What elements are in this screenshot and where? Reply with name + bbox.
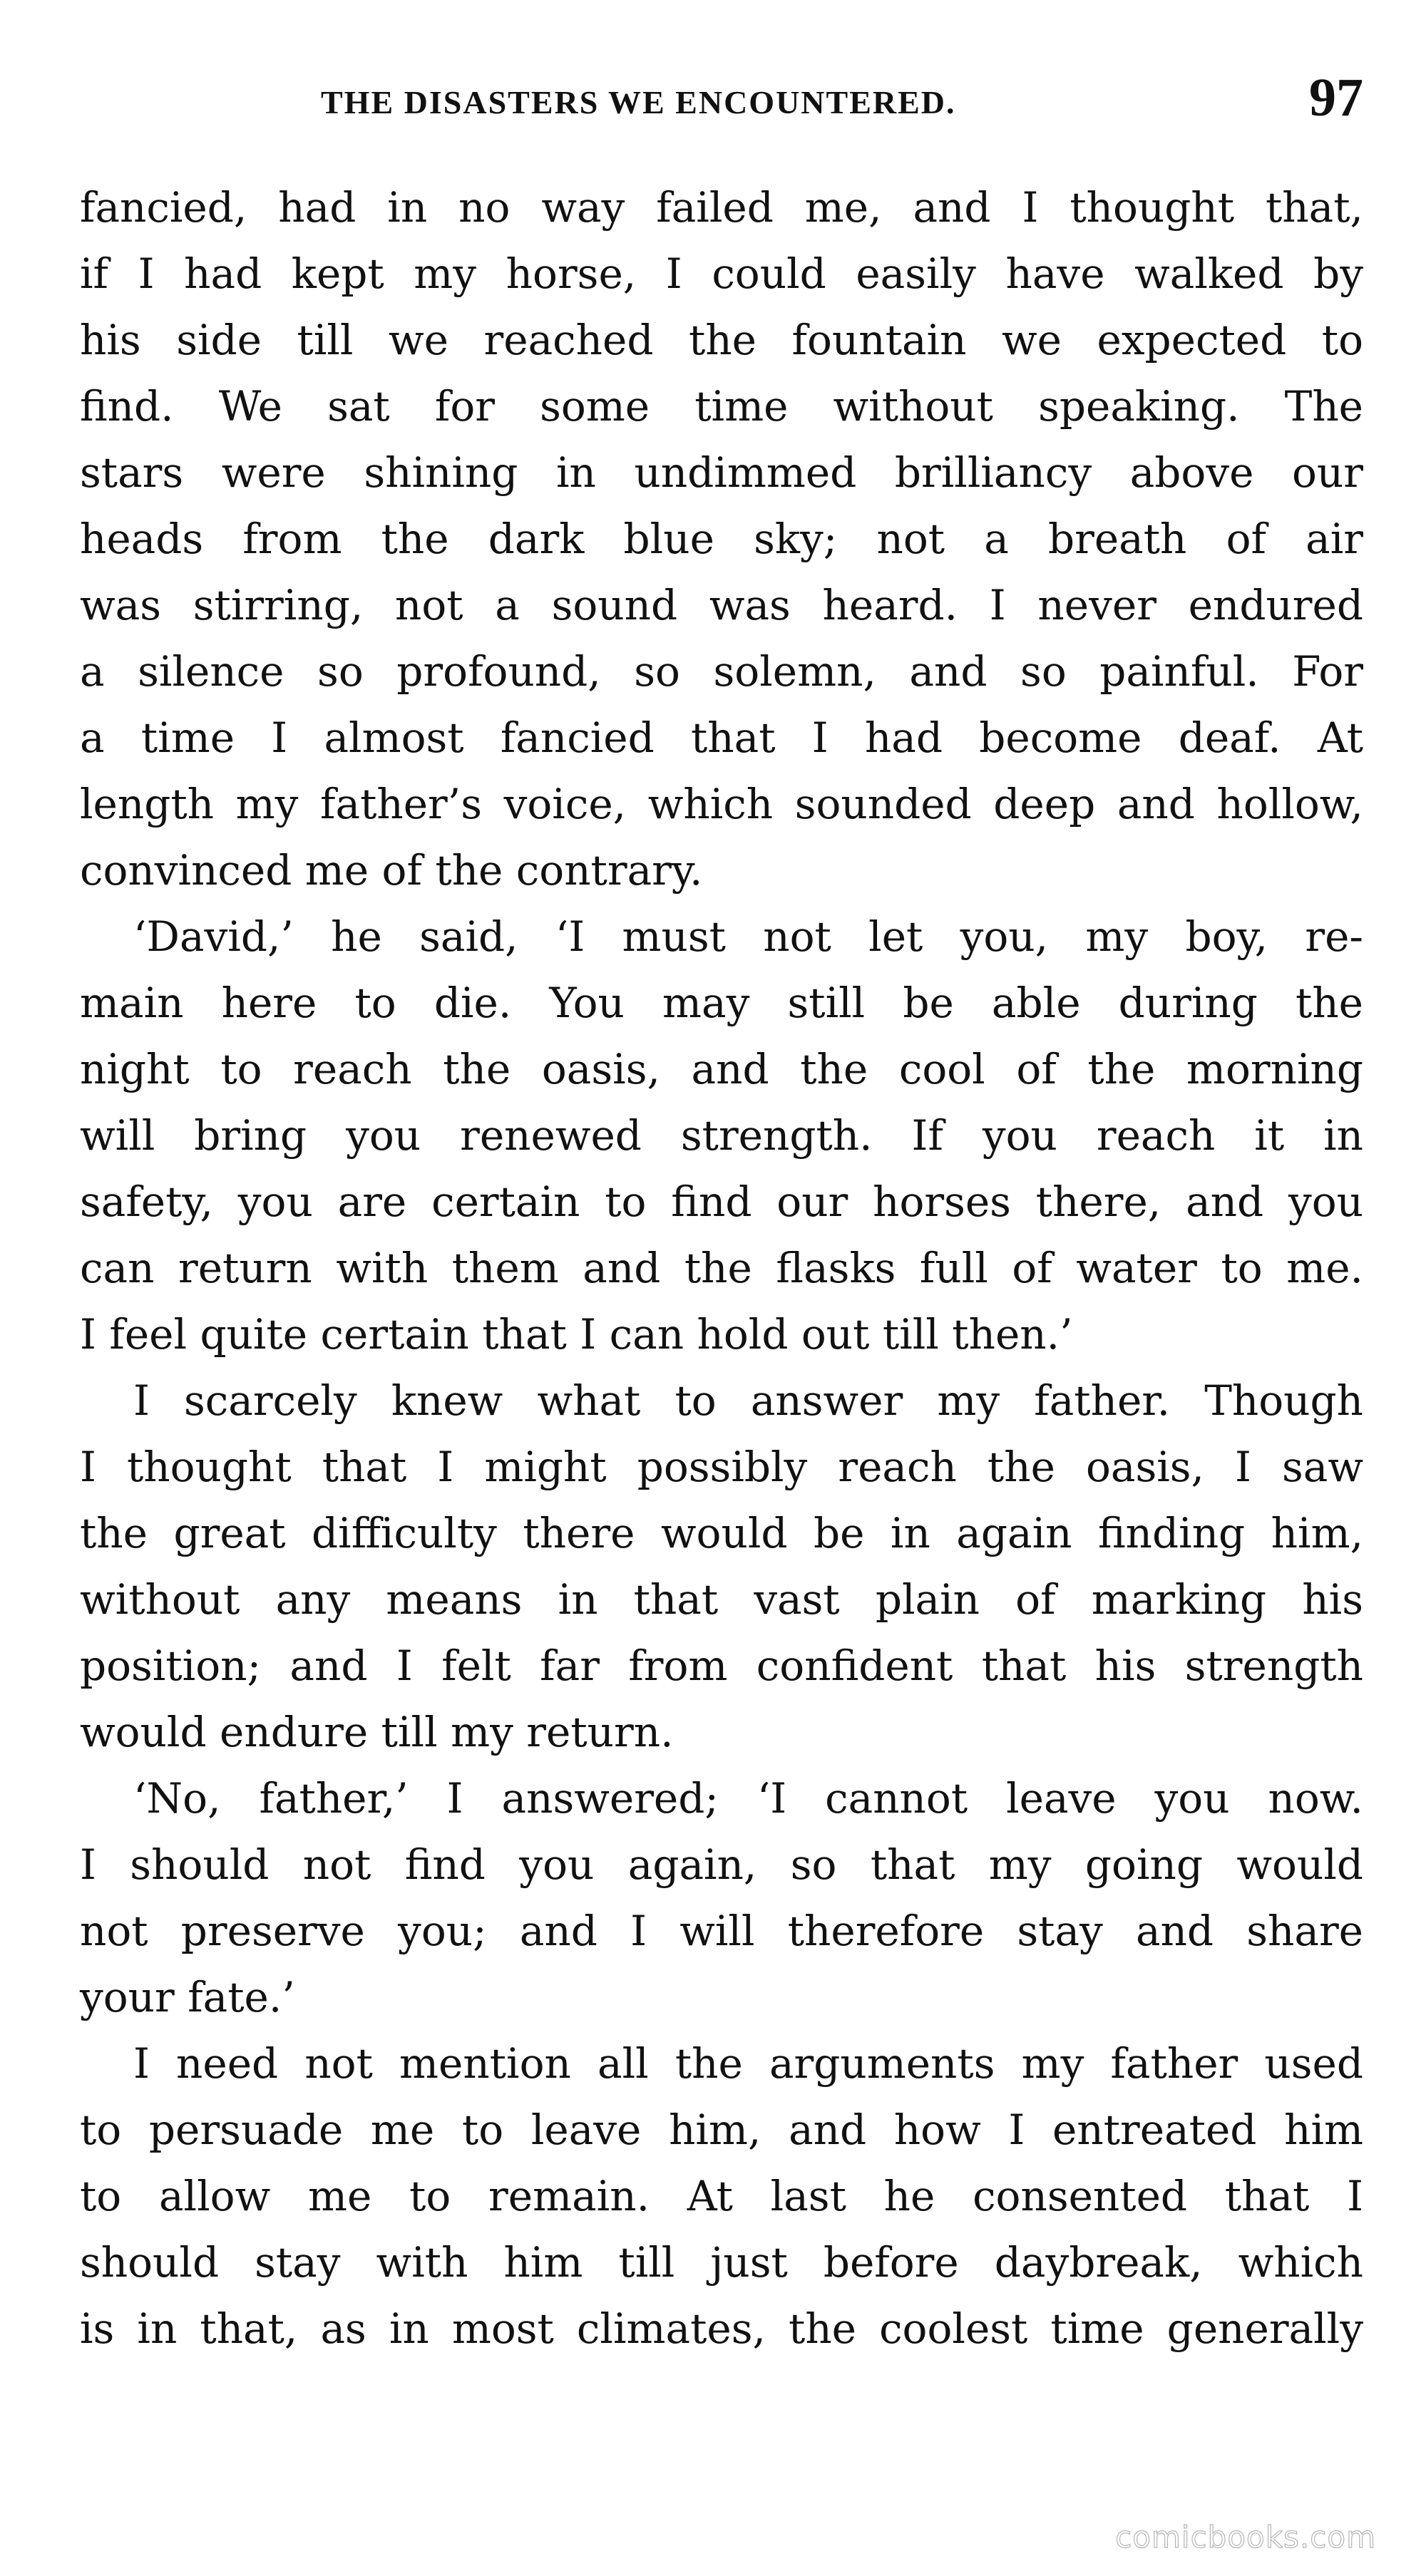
text-line: night to reach the oasis, and the cool of the morning [80, 1045, 1363, 1093]
text-line: to allow me to remain. At last he consented that I [80, 2172, 1363, 2220]
text-line: to persuade me to leave him, and how I entreated him [80, 2106, 1363, 2154]
text-line: stars were shining in undimmed brilliancy above our [80, 448, 1363, 497]
text-line: ‘David,’ he said, ‘I must not let you, my boy, re- [133, 912, 1363, 961]
text-line: heads from the dark blue sky; not a breath of air [80, 515, 1363, 563]
page-header [80, 66, 1363, 130]
text-line: I need not mention all the arguments my father used [133, 2039, 1363, 2088]
text-line: his side till we reached the fountain we expected to [80, 316, 1363, 364]
text-line: not preserve you; and I will therefore stay and share [80, 1907, 1363, 1955]
text-line: ‘No, father,’ I answered; ‘I cannot leave you now. [133, 1774, 1363, 1823]
text-line: if I had kept my horse, I could easily have walked by [80, 249, 1363, 298]
text-line: will bring you renewed strength. If you reach it in [80, 1111, 1363, 1160]
text-line: convinced me of the contrary. [80, 846, 703, 895]
text-line: would endure till my return. [80, 1708, 674, 1756]
text-line: is in that, as in most climates, the coolest time generally [80, 2304, 1363, 2353]
text-line: position; and I felt far from confident that his strength [80, 1642, 1363, 1690]
text-line: fancied, had in no way failed me, and I thought that, [80, 183, 1363, 232]
running-head: THE DISASTERS WE ENCOUNTERED. [321, 84, 956, 120]
text-line: safety, you are certain to find our horses there, and you [80, 1178, 1363, 1226]
text-line: should stay with him till just before daybreak, which [80, 2238, 1363, 2287]
text-line: length my father’s voice, which sounded deep and hollow, [80, 780, 1363, 828]
watermark: comicbooks.com [1115, 2520, 1376, 2555]
text-line: can return with them and the flasks full of water to me. [80, 1244, 1363, 1292]
text-line: a silence so profound, so solemn, and so painful. For [80, 647, 1363, 696]
text-line: I scarcely knew what to answer my father. Though [133, 1376, 1363, 1425]
page-number: 97 [1309, 68, 1363, 128]
text-line: a time I almost fancied that I had become deaf. At [80, 713, 1363, 762]
text-line: I feel quite certain that I can hold out till then.’ [80, 1310, 1073, 1359]
text-line: your fate.’ [80, 1973, 295, 2021]
text-line: the great difficulty there would be in again finding him, [80, 1509, 1363, 1557]
text-line: find. We sat for some time without speaking. The [80, 382, 1363, 431]
text-line: without any means in that vast plain of marking his [80, 1575, 1363, 1624]
text-line: main here to die. You may still be able during the [80, 979, 1363, 1027]
text-line: was stirring, not a sound was heard. I never endured [80, 581, 1363, 629]
body-text [80, 175, 1363, 2362]
text-line: I should not find you again, so that my going would [80, 1840, 1363, 1889]
text-line: I thought that I might possibly reach the oasis, I saw [80, 1443, 1363, 1491]
